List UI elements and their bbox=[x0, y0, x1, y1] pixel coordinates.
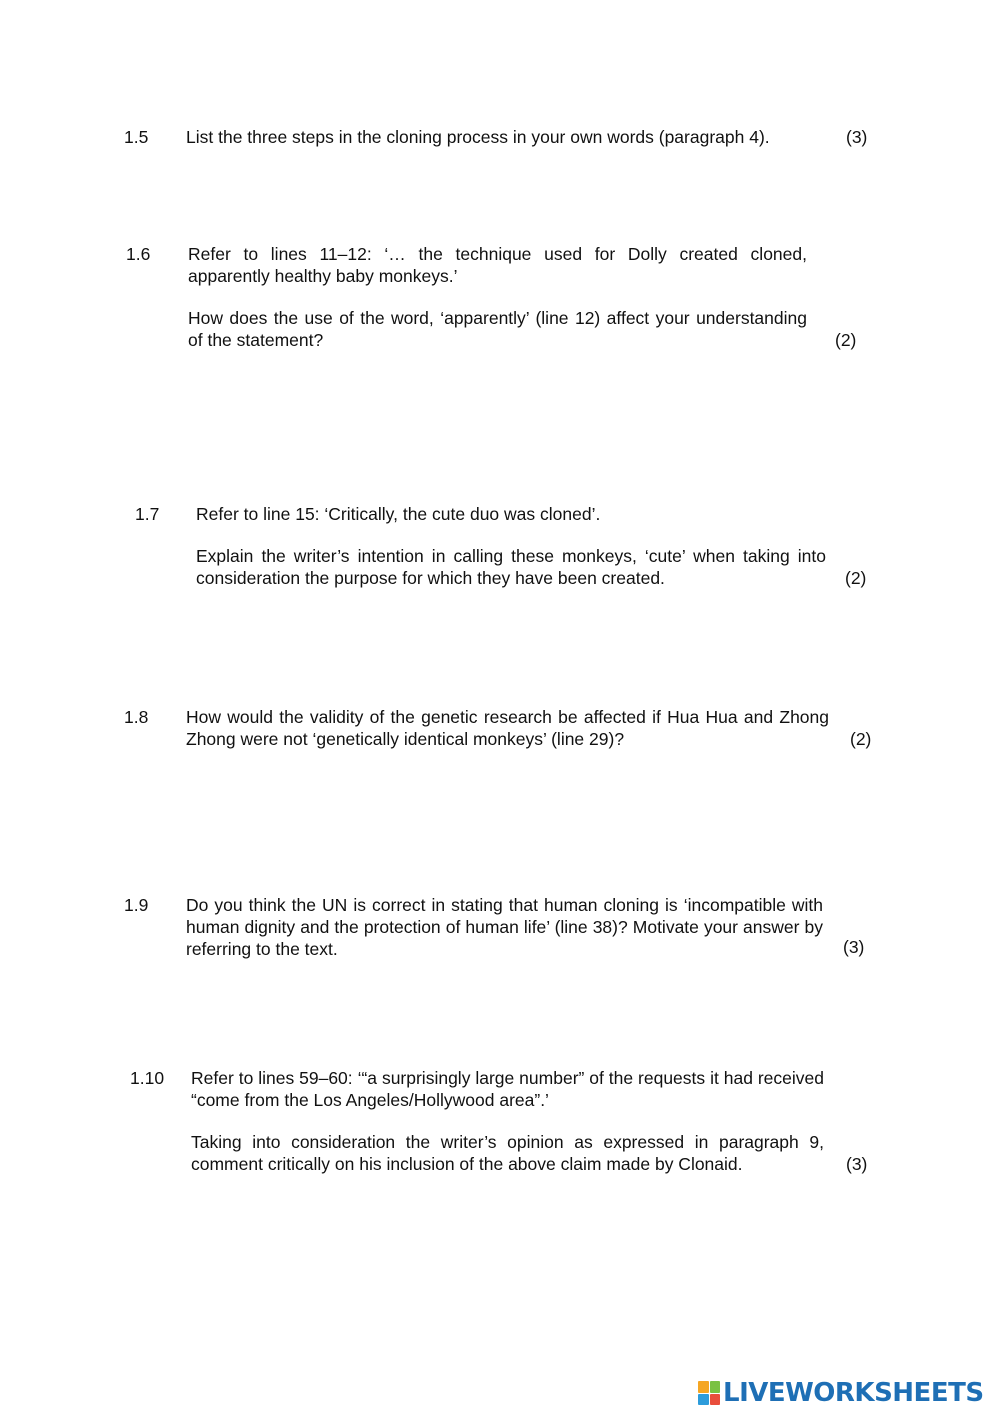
question-number: 1.8 bbox=[124, 707, 149, 727]
logo-tile bbox=[710, 1381, 721, 1393]
question-marks: (3) bbox=[846, 1154, 868, 1174]
question-number: 1.7 bbox=[135, 504, 160, 524]
question-text: Taking into consideration the writer’s opinion as expressed in paragraph 9, comment critically on his inclusion of the above claim made by Clonaid. bbox=[191, 1132, 824, 1174]
question-text: Refer to lines 59–60: ‘“a surprisingly large number” of the requests it had received “come from the Los Angeles/Hollywood area”.’ bbox=[191, 1068, 824, 1110]
question-text: Refer to lines 11–12: ‘… the technique used for Dolly created cloned, apparently healthy baby monkeys.’ bbox=[188, 244, 807, 286]
question-marks: (2) bbox=[850, 729, 872, 749]
question-marks: (3) bbox=[843, 937, 865, 957]
question-marks: (2) bbox=[845, 568, 867, 588]
liveworksheets-logo-icon bbox=[698, 1381, 720, 1405]
question-text: Explain the writer’s intention in calling these monkeys, ‘cute’ when taking into consideration the purpose for which they have been created. bbox=[196, 546, 826, 588]
logo-text: LIVEWORKSHEETS bbox=[723, 1378, 984, 1408]
question-text: List the three steps in the cloning process in your own words (paragraph 4). bbox=[186, 127, 770, 147]
question-text: How does the use of the word, ‘apparently’ (line 12) affect your understanding of the statement? bbox=[188, 308, 807, 350]
question-number: 1.10 bbox=[130, 1068, 165, 1088]
liveworksheets-logo bbox=[698, 1378, 984, 1408]
question-number: 1.6 bbox=[126, 244, 151, 264]
question-number: 1.9 bbox=[124, 895, 149, 915]
logo-tile bbox=[698, 1394, 709, 1406]
logo-tile bbox=[710, 1394, 721, 1406]
question-marks: (3) bbox=[846, 127, 868, 147]
question-text: How would the validity of the genetic research be affected if Hua Hua and Zhong Zhong were not ‘genetically identical monkeys’ (line 29)? bbox=[186, 707, 829, 749]
question-marks: (2) bbox=[835, 330, 857, 350]
question-text: Do you think the UN is correct in stating that human cloning is ‘incompatible with human dignity and the protection of human life’ (line 38)? Motivate your answer by referring to the text. bbox=[186, 895, 823, 959]
question-text: Refer to line 15: ‘Critically, the cute duo was cloned’. bbox=[196, 504, 601, 524]
question-number: 1.5 bbox=[124, 127, 149, 147]
logo-tile bbox=[698, 1381, 709, 1393]
